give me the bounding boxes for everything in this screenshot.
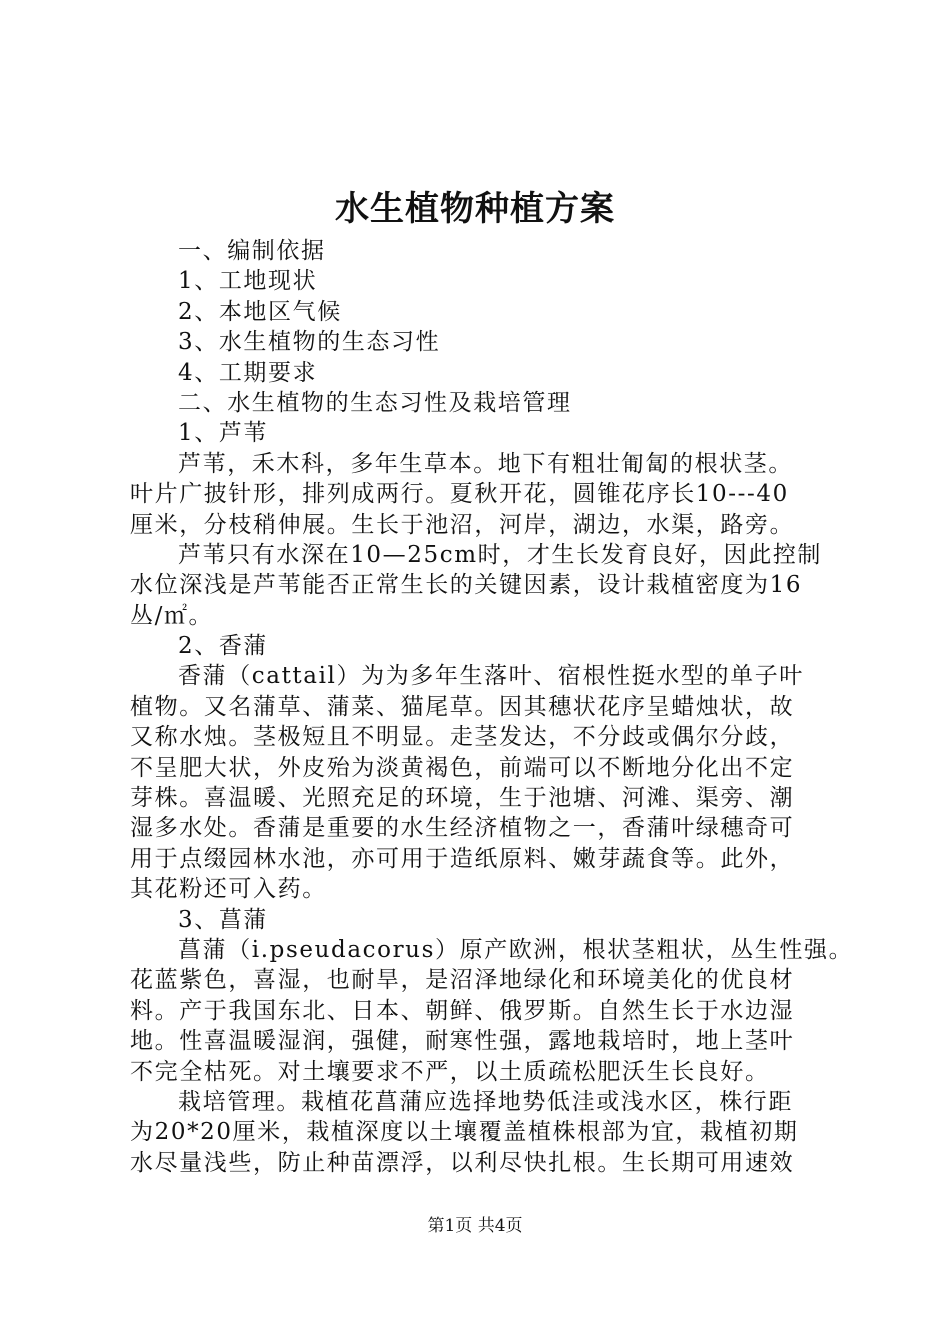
body-line: 水位深浅是芦苇能否正常生长的关键因素，设计栽植密度为16 (130, 572, 803, 599)
body-line: 芦苇只有水深在10—25cm时，才生长发育良好，因此控制 (178, 541, 823, 568)
body-line: 一、编制依据 (178, 238, 326, 264)
body-line: 2、香蒲 (178, 633, 269, 660)
document-title: 水生植物种植方案 (335, 189, 615, 229)
document-body (130, 236, 854, 1178)
body-line: 丛/㎡。 (130, 602, 214, 629)
body-line: 叶片广披针形，排列成两行。夏秋开花，圆锥花序长10---40 (130, 481, 789, 508)
body-line: 厘米，分枝稍伸展。生长于池沼，河岸，湖边，水渠，路旁。 (130, 511, 795, 538)
body-line: 水尽量浅些，防止种苗漂浮，以利尽快扎根。生长期可用速效 (130, 1149, 795, 1176)
body-line: 植物。又名蒲草、蒲菜、猫尾草。因其穗状花序呈蜡烛状，故 (130, 693, 795, 720)
body-line: 栽培管理。栽植花菖蒲应选择地势低洼或浅水区，株行距 (178, 1088, 793, 1115)
body-line: 4、工期要求 (178, 359, 318, 386)
body-line: 用于点缀园林水池，亦可用于造纸原料、嫩芽蔬食等。此外， (130, 845, 795, 872)
body-line: 地。性喜温暖湿润，强健，耐寒性强，露地栽培时，地上茎叶 (130, 1028, 795, 1055)
body-line: 二、水生植物的生态习性及栽培管理 (178, 389, 572, 416)
body-line: 料。产于我国东北、日本、朝鲜、俄罗斯。自然生长于水边湿 (130, 997, 795, 1024)
body-line: 湿多水处。香蒲是重要的水生经济植物之一，香蒲叶绿穗奇可 (130, 815, 795, 842)
body-line: 又称水烛。茎极短且不明显。走茎发达，不分歧或偶尔分歧， (130, 724, 795, 751)
body-line: 花蓝紫色，喜湿，也耐旱，是沼泽地绿化和环境美化的优良材 (130, 967, 795, 994)
body-line: 1、工地现状 (178, 268, 318, 295)
body-line: 香蒲（cattail）为为多年生落叶、宿根性挺水型的单子叶 (178, 663, 804, 690)
body-line: 1、芦苇 (178, 420, 269, 447)
body-line: 不完全枯死。对土壤要求不严，以土质疏松肥沃生长良好。 (130, 1058, 770, 1085)
body-line: 3、菖蒲 (178, 906, 269, 933)
body-line: 芦苇，禾木科，多年生草本。地下有粗壮匍匐的根状茎。 (178, 450, 793, 477)
body-line: 芽株。喜温暖、光照充足的环境，生于池塘、河滩、渠旁、潮 (130, 785, 795, 812)
body-line: 不呈肥大状，外皮殆为淡黄褐色，前端可以不断地分化出不定 (130, 754, 795, 781)
body-line: 菖蒲（i.pseudacorus）原产欧洲，根状茎粗状，丛生性强。 (178, 936, 854, 963)
page-footer: 第1页 共4页 (427, 1216, 523, 1236)
body-line: 2、本地区气候 (178, 298, 342, 325)
body-line: 3、水生植物的生态习性 (178, 329, 441, 356)
body-line: 为20*20厘米，栽植深度以土壤覆盖植株根部为宜，栽植初期 (130, 1119, 799, 1146)
body-line: 其花粉还可入药。 (130, 876, 327, 903)
